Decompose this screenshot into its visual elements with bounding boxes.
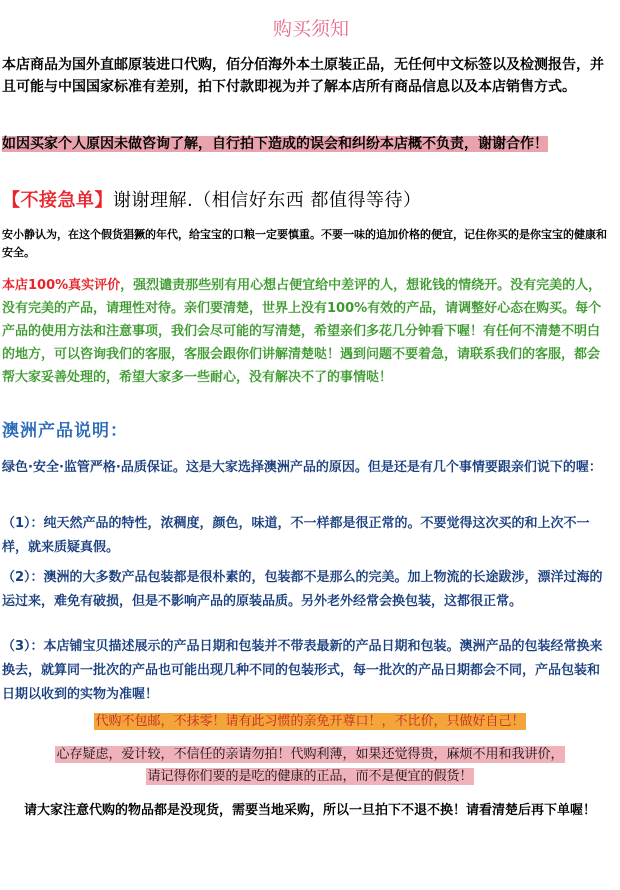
section-heading-australia: 澳洲产品说明： xyxy=(2,421,128,441)
no-rush-order-text: 谢谢理解.（相信好东西 都值得等待） xyxy=(113,190,422,211)
review-paragraph xyxy=(0,274,612,389)
page-title: 购买须知 xyxy=(272,18,349,40)
pricing-notice-text-2: 请记得你们要的是吃的健康的正品，而不是便宜的假货！ xyxy=(147,769,473,784)
no-rush-order-label: 【不接急单】 xyxy=(2,190,113,211)
note-1: （1）：纯天然产品的特性，浓稠度，颜色，味道，不一样都是很正常的。不要觉得这次买的和上次不一样，就来质疑真假。 xyxy=(2,516,590,555)
return-policy: 请大家注意代购的物品都是没现货，需要当地采购，所以一旦拍下不退不换！请看清楚后再下单喔！ xyxy=(23,803,596,818)
pricing-notice-line-2 xyxy=(0,766,620,788)
pricing-notice-text-1: 心存疑虑，爱计较，不信任的亲请勿拍！代购利薄，如果还觉得贵，麻烦不用和我讲价， xyxy=(56,747,564,762)
review-text: ，强烈谴责那些别有用心想占便宜给中差评的人，想讹钱的情绕开。没有完美的人，没有完美的产品，请理性对待。亲们要清楚，世界上没有100%有效的产品，请调整好心态在购买。每个产品的使用方法和注意事项，我们会尽可能的写清楚，希望亲们多花几分钟看下喔！有任何不清楚不明白的地方，可以咨询我们的客服，客服会跟你们讲解清楚哒！遇到问题不要着急，请联系我们的客服，都会帮大家妥善处理的，希望大家多一些耐心，没有解决不了的事情哒！ xyxy=(2,278,602,385)
no-rush-order-line xyxy=(0,188,612,214)
disclaimer-paragraph xyxy=(0,133,612,155)
shipping-notice xyxy=(0,711,620,733)
review-highlight: 本店100%真实评价 xyxy=(2,278,121,293)
disclaimer-highlight: 如因买家个人原因未做咨询了解，自行拍下造成的误会和纠纷本店概不负责，谢谢合作！ xyxy=(2,136,548,152)
australia-intro: 绿色·安全·监管严格·品质保证。这是大家选择澳洲产品的原因。但是还是有几个事情要跟亲们说下的喔： xyxy=(2,460,602,475)
note-2: （2）：澳洲的大多数产品包装都是很朴素的，包装都不是那么的完美。加上物流的长途跋涉，漂洋过海的运过来，难免有破损，但是不影响产品的原装品质。另外老外经常会换包装，这都很正常。 xyxy=(2,570,603,609)
safety-paragraph: 安小静认为，在这个假货猖獗的年代，给宝宝的口粮一定要慎重。不要一味的追加价格的便宜，记住你买的是你宝宝的健康和安全。 xyxy=(2,228,607,259)
note-3: （3）：本店铺宝贝描述展示的产品日期和包装并不带表最新的产品日期和包装。澳洲产品的包装经常换来换去，就算同一批次的产品也可能出现几种不同的包装形式，每一批次的产品日期都会不同，产品包装和日期以收到的实物为准喔！ xyxy=(2,639,603,702)
shipping-notice-text: 代购不包邮，不抹零！请有此习惯的亲免开尊口！，不比价，只做好自己！ xyxy=(95,714,525,729)
intro-paragraph: 本店商品为国外直邮原装进口代购，佰分佰海外本土原装正品，无任何中文标签以及检测报告，并且可能与中国国家标准有差别，拍下付款即视为并了解本店所有商品信息以及本店销售方式。 xyxy=(2,57,604,95)
pricing-notice-line-1 xyxy=(0,744,620,766)
